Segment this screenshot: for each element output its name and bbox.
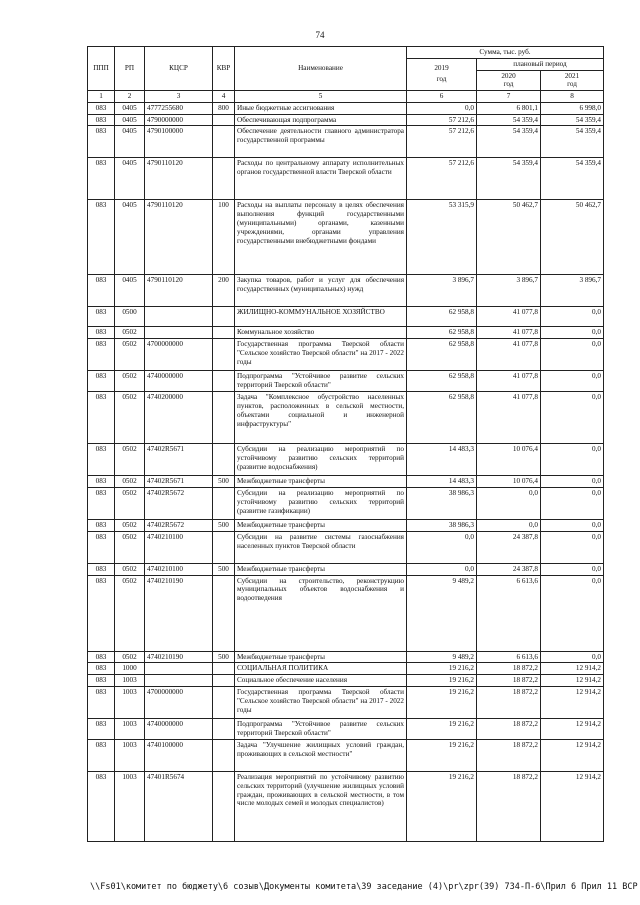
cell-name: Государственная программа Тверской области "Сельское хозяйство Тверской области" на 2017 - 2022 годы (235, 686, 407, 718)
table-row (88, 663, 604, 675)
table-row (88, 771, 604, 841)
cell-kvr (213, 718, 235, 739)
cell-kvr (213, 771, 235, 841)
year-2020-god: год (503, 80, 514, 89)
cell-name: Обеспечение деятельности главного администратора государственной программы (235, 126, 407, 158)
cell-rp: 1000 (115, 663, 145, 675)
table-row (88, 488, 604, 520)
cell-rp: 0502 (115, 575, 145, 651)
cell-2019: 3 896,7 (407, 275, 477, 307)
cell-ktsr: 4790100000 (145, 126, 213, 158)
header-name: Наименование (235, 47, 407, 91)
cell-2019: 57 212,6 (407, 126, 477, 158)
cell-2021: 54 359,4 (541, 114, 604, 126)
cell-name: Субсидии на реализацию мероприятий по устойчивому развитию сельских территорий (развитие газификации) (235, 488, 407, 520)
cell-ktsr: 4740210100 (145, 531, 213, 563)
table-row (88, 531, 604, 563)
col-number: 8 (541, 91, 604, 103)
cell-name: Задача "Комплексное обустройство населенных пунктов, расположенных в сельской местности, объектами социальной и инженерной инфраструктуры" (235, 392, 407, 444)
cell-2021: 0,0 (541, 444, 604, 476)
cell-plp: 083 (88, 275, 115, 307)
cell-2019: 62 958,8 (407, 392, 477, 444)
header-kvr: КВР (213, 47, 235, 91)
cell-2021: 12 914,2 (541, 739, 604, 771)
cell-name: Расходы по центральному аппарату исполнительных органов государственной власти Тверской области (235, 158, 407, 200)
cell-plp: 083 (88, 686, 115, 718)
cell-2021: 12 914,2 (541, 686, 604, 718)
cell-2020: 18 872,2 (477, 739, 541, 771)
cell-kvr (213, 663, 235, 675)
cell-2021: 6 998,0 (541, 102, 604, 114)
cell-plp: 083 (88, 114, 115, 126)
cell-2019: 14 483,3 (407, 444, 477, 476)
page-number: 74 (315, 30, 325, 40)
col-number: 6 (407, 91, 477, 103)
cell-ktsr: 4790110120 (145, 275, 213, 307)
cell-2019: 62 958,8 (407, 371, 477, 392)
cell-2021: 0,0 (541, 531, 604, 563)
cell-kvr (213, 686, 235, 718)
cell-rp: 0502 (115, 488, 145, 520)
header-planned-period: плановый период (477, 58, 604, 70)
cell-rp: 0502 (115, 371, 145, 392)
table-row (88, 476, 604, 488)
table-row (88, 126, 604, 158)
cell-2020: 54 359,4 (477, 114, 541, 126)
table-row (88, 651, 604, 663)
cell-rp: 0502 (115, 520, 145, 532)
cell-kvr (213, 739, 235, 771)
table-row (88, 520, 604, 532)
cell-kvr (213, 444, 235, 476)
cell-kvr (213, 575, 235, 651)
cell-rp: 0502 (115, 531, 145, 563)
cell-name: Межбюджетные трансферты (235, 520, 407, 532)
cell-kvr (213, 531, 235, 563)
cell-name: Подпрограмма "Устойчивое развитие сельских территорий Тверской области" (235, 371, 407, 392)
col-number: 4 (213, 91, 235, 103)
cell-2021: 0,0 (541, 339, 604, 371)
cell-2020: 18 872,2 (477, 675, 541, 687)
cell-2019: 62 958,8 (407, 307, 477, 327)
cell-rp: 0405 (115, 114, 145, 126)
cell-kvr (213, 371, 235, 392)
header-year-2021 (541, 70, 604, 91)
cell-2021: 0,0 (541, 488, 604, 520)
cell-ktsr: 4790110120 (145, 200, 213, 275)
cell-2019: 9 489,2 (407, 575, 477, 651)
cell-ktsr: 4790000000 (145, 114, 213, 126)
cell-kvr (213, 488, 235, 520)
cell-name: Субсидии на реализацию мероприятий по устойчивому развитию сельских территорий (развитие водоснабжения) (235, 444, 407, 476)
cell-2020: 41 077,8 (477, 371, 541, 392)
cell-plp: 083 (88, 371, 115, 392)
cell-rp: 1003 (115, 771, 145, 841)
table-row (88, 675, 604, 687)
cell-2020: 41 077,8 (477, 392, 541, 444)
cell-rp: 1003 (115, 739, 145, 771)
cell-plp: 083 (88, 718, 115, 739)
cell-rp: 0502 (115, 392, 145, 444)
cell-2020: 18 872,2 (477, 771, 541, 841)
cell-2021: 0,0 (541, 327, 604, 339)
cell-2019: 19 216,2 (407, 663, 477, 675)
table-row (88, 686, 604, 718)
cell-2020: 18 872,2 (477, 718, 541, 739)
header-year-2020 (477, 70, 541, 91)
cell-2019: 0,0 (407, 102, 477, 114)
cell-2019: 19 216,2 (407, 718, 477, 739)
cell-ktsr: 4740210100 (145, 563, 213, 575)
cell-2020: 41 077,8 (477, 339, 541, 371)
cell-2020: 3 896,7 (477, 275, 541, 307)
cell-2021: 54 359,4 (541, 158, 604, 200)
cell-2019: 38 986,3 (407, 488, 477, 520)
table-row (88, 371, 604, 392)
cell-ktsr: 47402R5671 (145, 476, 213, 488)
cell-2021: 12 914,2 (541, 675, 604, 687)
cell-rp: 0405 (115, 126, 145, 158)
cell-2019: 62 958,8 (407, 327, 477, 339)
cell-ktsr: 4740200000 (145, 392, 213, 444)
cell-name: СОЦИАЛЬНАЯ ПОЛИТИКА (235, 663, 407, 675)
cell-2019: 19 216,2 (407, 771, 477, 841)
cell-plp: 083 (88, 126, 115, 158)
cell-name: Государственная программа Тверской области "Сельское хозяйство Тверской области" на 2017 - 2022 годы (235, 339, 407, 371)
cell-2019: 19 216,2 (407, 675, 477, 687)
cell-2020: 6 613,6 (477, 575, 541, 651)
year-2019-label: 2019 (434, 63, 449, 72)
cell-2020: 41 077,8 (477, 307, 541, 327)
cell-2020: 18 872,2 (477, 686, 541, 718)
cell-name: Закупка товаров, работ и услуг для обеспечения государственных (муниципальных) нужд (235, 275, 407, 307)
footer-file-path: \\Fs01\комитет по бюджету\6 созыв\Документы комитета\39 заседание (4)\pr\zpr(39) 734-П-6\Прил 6 Прил 11 ВСР (90, 882, 638, 892)
cell-ktsr (145, 675, 213, 687)
cell-kvr: 500 (213, 476, 235, 488)
cell-plp: 083 (88, 200, 115, 275)
table-row (88, 739, 604, 771)
cell-2020: 10 076,4 (477, 444, 541, 476)
cell-2020: 18 872,2 (477, 663, 541, 675)
cell-2020: 0,0 (477, 488, 541, 520)
cell-rp: 0502 (115, 327, 145, 339)
cell-rp: 1003 (115, 718, 145, 739)
cell-2020: 54 359,4 (477, 158, 541, 200)
cell-2019: 19 216,2 (407, 739, 477, 771)
cell-plp: 083 (88, 476, 115, 488)
header-plp: ППП (88, 47, 115, 91)
cell-kvr: 500 (213, 563, 235, 575)
col-number: 3 (145, 91, 213, 103)
cell-rp: 0502 (115, 476, 145, 488)
cell-ktsr (145, 307, 213, 327)
cell-name: Подпрограмма "Устойчивое развитие сельских территорий Тверской области" (235, 718, 407, 739)
cell-plp: 083 (88, 663, 115, 675)
table-row (88, 392, 604, 444)
cell-2020: 24 387,8 (477, 563, 541, 575)
cell-rp: 0500 (115, 307, 145, 327)
cell-name: ЖИЛИЩНО-КОММУНАЛЬНОЕ ХОЗЯЙСТВО (235, 307, 407, 327)
cell-ktsr: 4740210190 (145, 575, 213, 651)
cell-name: Социальное обеспечение населения (235, 675, 407, 687)
cell-name: Межбюджетные трансферты (235, 476, 407, 488)
year-2021-god: год (567, 80, 577, 89)
cell-name: Задача "Улучшение жилищных условий граждан, проживающих в сельской местности" (235, 739, 407, 771)
cell-2019: 0,0 (407, 531, 477, 563)
cell-plp: 083 (88, 739, 115, 771)
cell-2019: 14 483,3 (407, 476, 477, 488)
cell-2021: 0,0 (541, 520, 604, 532)
header-year-2019 (407, 58, 477, 90)
cell-kvr: 100 (213, 200, 235, 275)
cell-kvr (213, 307, 235, 327)
cell-name: Обеспечивающая подпрограмма (235, 114, 407, 126)
cell-2021: 0,0 (541, 476, 604, 488)
cell-kvr (213, 675, 235, 687)
header-ktsr: КЦСР (145, 47, 213, 91)
cell-plp: 083 (88, 339, 115, 371)
cell-2021: 0,0 (541, 392, 604, 444)
cell-2020: 10 076,4 (477, 476, 541, 488)
cell-plp: 083 (88, 158, 115, 200)
table-row (88, 307, 604, 327)
header-numbering-row (88, 91, 604, 103)
cell-2019: 19 216,2 (407, 686, 477, 718)
cell-name: Иные бюджетные ассигнования (235, 102, 407, 114)
cell-2021: 54 359,4 (541, 126, 604, 158)
cell-ktsr: 4777255680 (145, 102, 213, 114)
table-row (88, 563, 604, 575)
cell-2021: 12 914,2 (541, 771, 604, 841)
cell-rp: 0405 (115, 158, 145, 200)
cell-2020: 6 801,1 (477, 102, 541, 114)
cell-plp: 083 (88, 675, 115, 687)
year-2020-label: 2020 (501, 71, 516, 80)
cell-2020: 24 387,8 (477, 531, 541, 563)
cell-plp: 083 (88, 392, 115, 444)
cell-kvr (213, 327, 235, 339)
cell-kvr: 500 (213, 520, 235, 532)
col-number: 1 (88, 91, 115, 103)
cell-name: Межбюджетные трансферты (235, 651, 407, 663)
cell-plp: 083 (88, 102, 115, 114)
year-2021-label: 2021 (564, 71, 580, 80)
cell-ktsr: 4740000000 (145, 371, 213, 392)
cell-plp: 083 (88, 575, 115, 651)
table-row (88, 718, 604, 739)
cell-2021: 0,0 (541, 575, 604, 651)
cell-2021: 12 914,2 (541, 718, 604, 739)
cell-ktsr: 4700000000 (145, 686, 213, 718)
cell-name: Коммунальное хозяйство (235, 327, 407, 339)
table-row (88, 444, 604, 476)
cell-plp: 083 (88, 520, 115, 532)
table-body (88, 102, 604, 841)
table-row (88, 158, 604, 200)
year-2019-god: год (436, 75, 447, 84)
cell-2021: 0,0 (541, 307, 604, 327)
cell-2021: 0,0 (541, 371, 604, 392)
cell-plp: 083 (88, 488, 115, 520)
cell-plp: 083 (88, 444, 115, 476)
cell-name: Межбюджетные трансферты (235, 563, 407, 575)
cell-kvr (213, 114, 235, 126)
cell-kvr: 200 (213, 275, 235, 307)
cell-2021: 12 914,2 (541, 663, 604, 675)
cell-kvr (213, 392, 235, 444)
cell-plp: 083 (88, 771, 115, 841)
cell-2019: 62 958,8 (407, 339, 477, 371)
cell-ktsr: 4740000000 (145, 718, 213, 739)
cell-rp: 0502 (115, 444, 145, 476)
cell-ktsr: 4700000000 (145, 339, 213, 371)
table-row (88, 114, 604, 126)
cell-rp: 0405 (115, 275, 145, 307)
cell-2021: 0,0 (541, 651, 604, 663)
cell-2019: 57 212,6 (407, 158, 477, 200)
cell-2019: 38 986,3 (407, 520, 477, 532)
cell-2020: 41 077,8 (477, 327, 541, 339)
cell-ktsr: 4740100000 (145, 739, 213, 771)
cell-rp: 0502 (115, 339, 145, 371)
col-number: 5 (235, 91, 407, 103)
table-row (88, 200, 604, 275)
cell-2019: 9 489,2 (407, 651, 477, 663)
cell-2019: 0,0 (407, 563, 477, 575)
header-rp: РП (115, 47, 145, 91)
table-row (88, 339, 604, 371)
header-amount-title: Сумма, тыс. руб. (407, 47, 604, 59)
cell-plp: 083 (88, 327, 115, 339)
cell-kvr (213, 158, 235, 200)
cell-kvr (213, 126, 235, 158)
table-row (88, 575, 604, 651)
cell-name: Субсидии на строительство, реконструкцию муниципальных объектов водоснабжения и водоотведения (235, 575, 407, 651)
cell-ktsr: 4740210190 (145, 651, 213, 663)
header-row-1 (88, 47, 604, 59)
cell-ktsr: 47402R5671 (145, 444, 213, 476)
cell-ktsr: 47402R5672 (145, 520, 213, 532)
cell-rp: 0405 (115, 102, 145, 114)
cell-ktsr (145, 663, 213, 675)
cell-plp: 083 (88, 651, 115, 663)
cell-2020: 54 359,4 (477, 126, 541, 158)
cell-rp: 0502 (115, 563, 145, 575)
cell-ktsr: 4790110120 (145, 158, 213, 200)
table-row (88, 275, 604, 307)
cell-rp: 0502 (115, 651, 145, 663)
cell-ktsr (145, 327, 213, 339)
cell-name: Реализация мероприятий по устойчивому развитию сельских территорий (улучшение жилищных условий граждан, проживающих в сельской местности, в том числе молодых семей и молодых специалистов) (235, 771, 407, 841)
cell-rp: 1003 (115, 686, 145, 718)
cell-rp: 0405 (115, 200, 145, 275)
cell-2020: 50 462,7 (477, 200, 541, 275)
cell-ktsr: 47402R5672 (145, 488, 213, 520)
cell-kvr: 500 (213, 651, 235, 663)
cell-2021: 3 896,7 (541, 275, 604, 307)
cell-ktsr: 47401R5674 (145, 771, 213, 841)
cell-name: Расходы на выплаты персоналу в целях обеспечения выполнения функций государственными (муниципальными) органами, казенными учреждениями, органами управления государственными внебюджетными фондами (235, 200, 407, 275)
cell-kvr (213, 339, 235, 371)
cell-name: Субсидии на развитие системы газоснабжения населенных пунктов Тверской области (235, 531, 407, 563)
table-row (88, 102, 604, 114)
cell-2020: 0,0 (477, 520, 541, 532)
cell-2019: 57 212,6 (407, 114, 477, 126)
cell-2019: 53 315,9 (407, 200, 477, 275)
cell-2020: 6 613,6 (477, 651, 541, 663)
cell-kvr: 800 (213, 102, 235, 114)
cell-plp: 083 (88, 307, 115, 327)
cell-2021: 50 462,7 (541, 200, 604, 275)
cell-2021: 0,0 (541, 563, 604, 575)
cell-plp: 083 (88, 563, 115, 575)
table-row (88, 327, 604, 339)
budget-table (87, 46, 604, 842)
col-number: 7 (477, 91, 541, 103)
col-number: 2 (115, 91, 145, 103)
cell-plp: 083 (88, 531, 115, 563)
cell-rp: 1003 (115, 675, 145, 687)
